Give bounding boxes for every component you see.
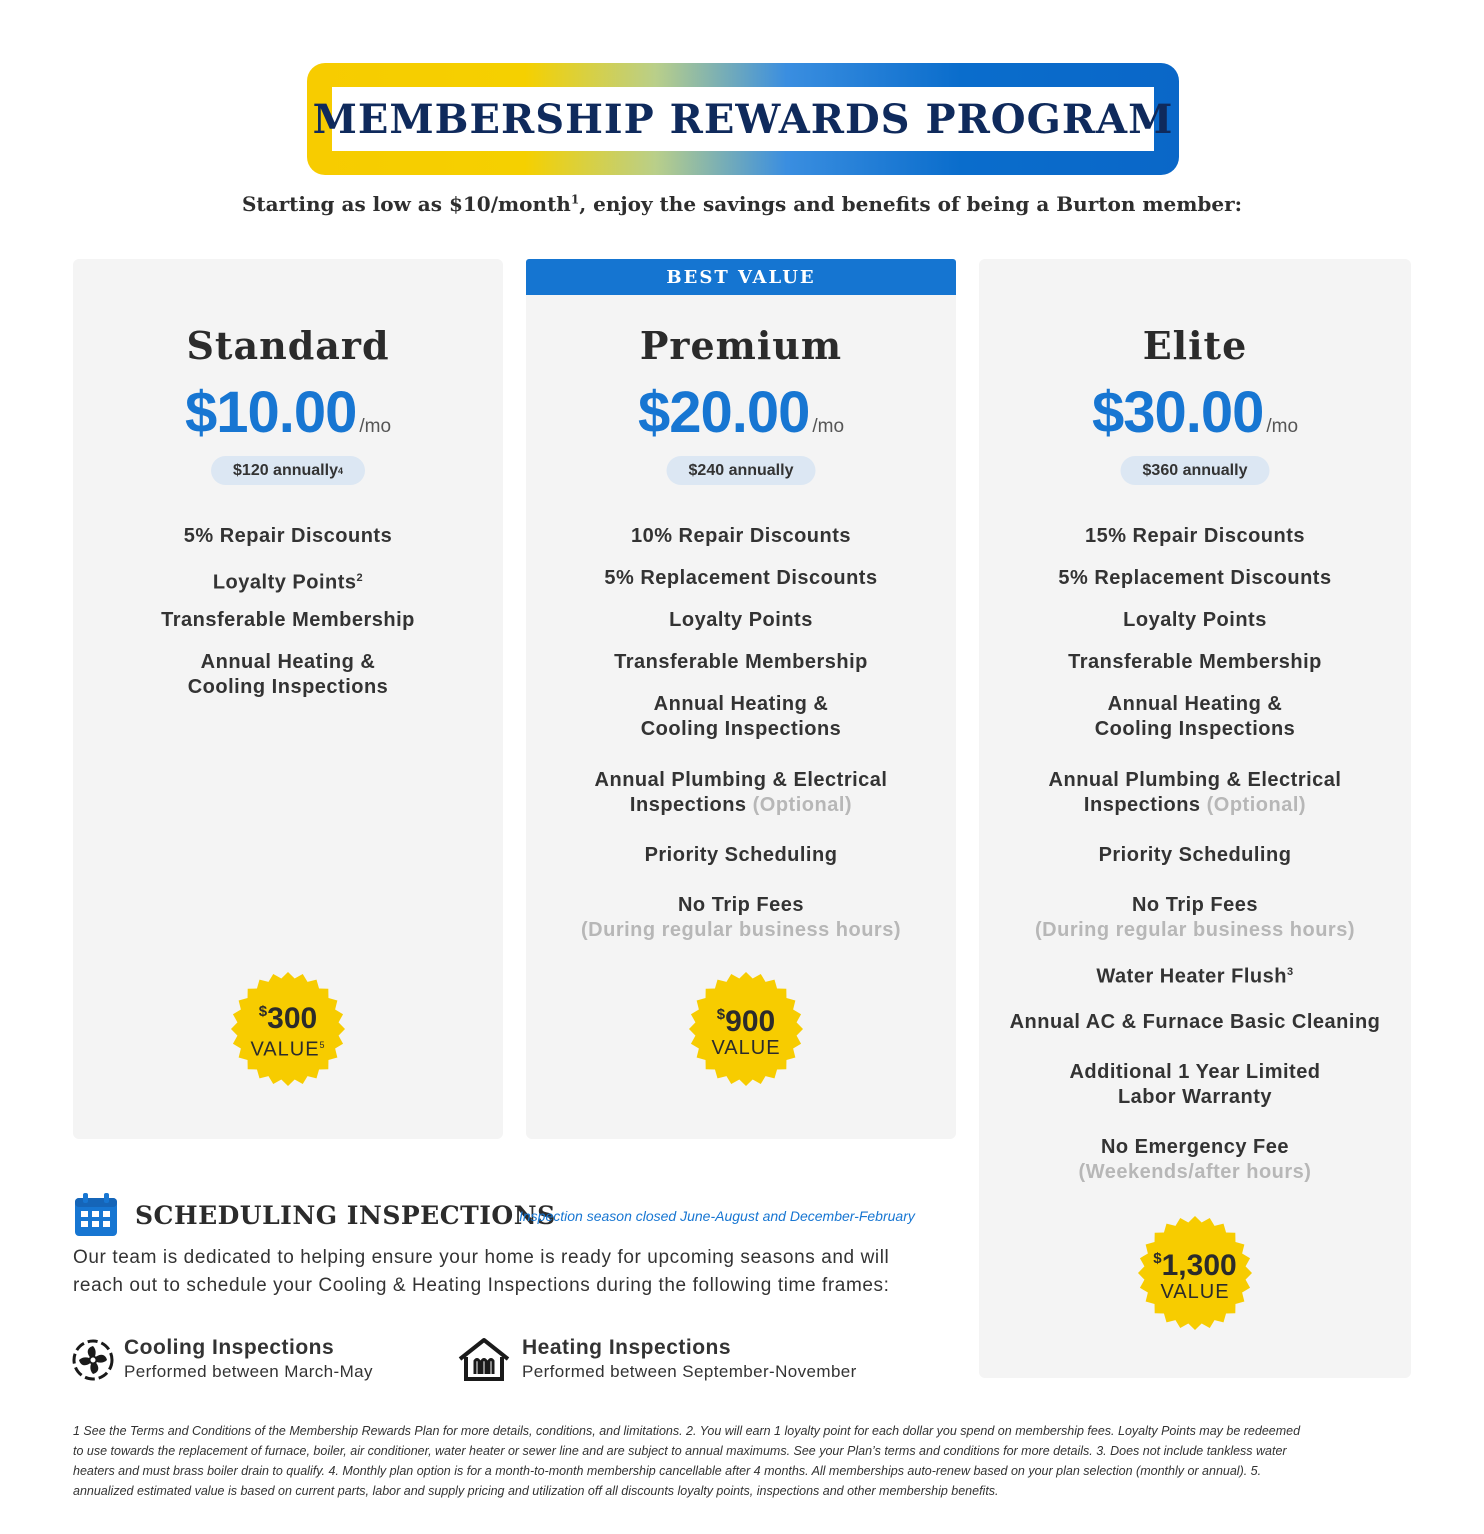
feature-item: Loyalty Points	[1123, 609, 1267, 631]
scheduling-body: Our team is dedicated to helping ensure your home is ready for upcoming seasons and will reach out to schedule your Cooling & Heating Inspections during the following time frames:	[73, 1247, 890, 1296]
plan-card-elite	[979, 259, 1411, 1378]
feature-item: Annual Heating & Cooling Inspections	[640, 693, 842, 740]
plan-name: Elite	[1142, 323, 1248, 368]
feature-item: Transferable Membership	[161, 609, 415, 631]
badge-label: VALUE$^5$	[250, 1038, 326, 1061]
feature-item: 5% Repair Discounts	[183, 525, 393, 547]
subtitle-post: , enjoy the savings and benefits of being a Burton member:	[579, 192, 1242, 216]
price-period: /mo	[359, 416, 392, 437]
cooling-title: Cooling Inspections	[124, 1336, 335, 1359]
feature-item: Loyalty Points	[669, 609, 813, 631]
feature-item: Additional 1 Year Limited Labor Warranty	[1069, 1061, 1321, 1108]
feature-item: Priority Scheduling	[644, 844, 838, 866]
badge-label: VALUE	[1160, 1280, 1230, 1303]
feature-item: Annual AC & Furnace Basic Cleaning	[1009, 1011, 1381, 1033]
annual-price-pill	[667, 456, 816, 485]
feature-item: Transferable Membership	[614, 651, 868, 673]
price-period: /mo	[1266, 416, 1299, 437]
badge-amount: $300	[258, 1002, 318, 1036]
annual-price: $120 annually	[233, 461, 338, 479]
page-title: MEMBERSHIP REWARDS PROGRAM	[312, 95, 1174, 143]
feature-item: Annual Plumbing & Electrical Inspections (Optional)	[1048, 769, 1342, 816]
plan-name: Premium	[639, 323, 843, 368]
feature-item: No Trip Fees (During regular business hours)	[581, 894, 901, 941]
plan-price: $10.00	[184, 380, 357, 445]
calendar-icon	[73, 1192, 119, 1238]
annual-price: $240 annually	[688, 461, 794, 479]
plan-card-standard	[73, 259, 503, 1139]
badge-amount: $1,300	[1153, 1248, 1237, 1282]
scheduling-note: Inspection season closed June-August and December-February	[519, 1208, 915, 1224]
feature-item: Annual Heating & Cooling Inspections	[187, 651, 389, 698]
badge-amount: $900	[716, 1004, 776, 1038]
price-row	[73, 379, 503, 446]
scheduling-title: SCHEDULING INSPECTIONS	[135, 1201, 556, 1230]
house-radiator-icon	[456, 1337, 512, 1381]
plan-price: $30.00	[1091, 380, 1264, 445]
price-period: /mo	[812, 416, 845, 437]
value-badge	[688, 971, 804, 1087]
fan-icon	[71, 1338, 115, 1382]
feature-item: Water Heater Flush$^3$	[1096, 965, 1294, 988]
feature-item: No Trip Fees (During regular business hours)	[1035, 894, 1355, 941]
best-value-ribbon: BEST VALUE	[526, 259, 956, 295]
feature-item: 5% Replacement Discounts	[604, 567, 878, 589]
annual-price-pill	[211, 456, 365, 485]
feature-item: Annual Plumbing & Electrical Inspections (Optional)	[594, 769, 888, 816]
heating-subtitle: Performed between September-November	[522, 1362, 857, 1381]
annual-price-pill	[1121, 456, 1270, 485]
subtitle-pre: Starting as low as $10/month	[241, 192, 571, 216]
plan-card-premium	[526, 259, 956, 1139]
subtitle-footnote-ref: 1	[570, 192, 580, 207]
plan-name: Standard	[186, 323, 390, 368]
feature-item: 5% Replacement Discounts	[1058, 567, 1332, 589]
value-badge	[230, 971, 346, 1087]
price-row	[979, 379, 1411, 446]
feature-item: Loyalty Points$^2$	[212, 571, 364, 594]
badge-label: VALUE	[711, 1036, 781, 1059]
feature-item: 15% Repair Discounts	[1084, 525, 1306, 547]
feature-item: Annual Heating & Cooling Inspections	[1094, 693, 1296, 740]
page-subtitle	[0, 192, 1484, 216]
feature-item: No Emergency Fee (Weekends/after hours)	[1078, 1136, 1312, 1183]
feature-item: Priority Scheduling	[1098, 844, 1292, 866]
value-badge	[1137, 1215, 1253, 1331]
cooling-subtitle: Performed between March-May	[124, 1362, 373, 1381]
header-banner-inner	[312, 87, 1174, 151]
heating-title: Heating Inspections	[522, 1336, 732, 1359]
feature-item: 10% Repair Discounts	[630, 525, 852, 547]
feature-item: Transferable Membership	[1068, 651, 1322, 673]
footnotes: 1 See the Terms and Conditions of the Membership Rewards Plan for more details, conditions, and limitations. 2. You will earn 1 loyalty point for each dollar you spend on membership fees. Loyalty Points may be redeemed to use towards the replacement of furnace, boiler, air conditioner, water heater or sewer line and are subject to annual maximums. See your Plan’s terms and conditions for more details. 3. Does not include tankless water heaters and must brass boiler drain to qualify. 4. Monthly plan option is for a month-to-month membership cancellable after 4 months. All memberships auto-renew based on your plan selection (monthly or annual). 5. annualized estimated value is based on current parts, labor and supply pricing and utilization off all discounts loyalty points, inspections and other membership benefits.	[73, 1424, 1301, 1498]
plan-price: $20.00	[637, 380, 810, 445]
annual-footnote-ref: 4	[337, 465, 343, 476]
annual-price: $360 annually	[1142, 461, 1248, 479]
price-row	[526, 379, 956, 446]
